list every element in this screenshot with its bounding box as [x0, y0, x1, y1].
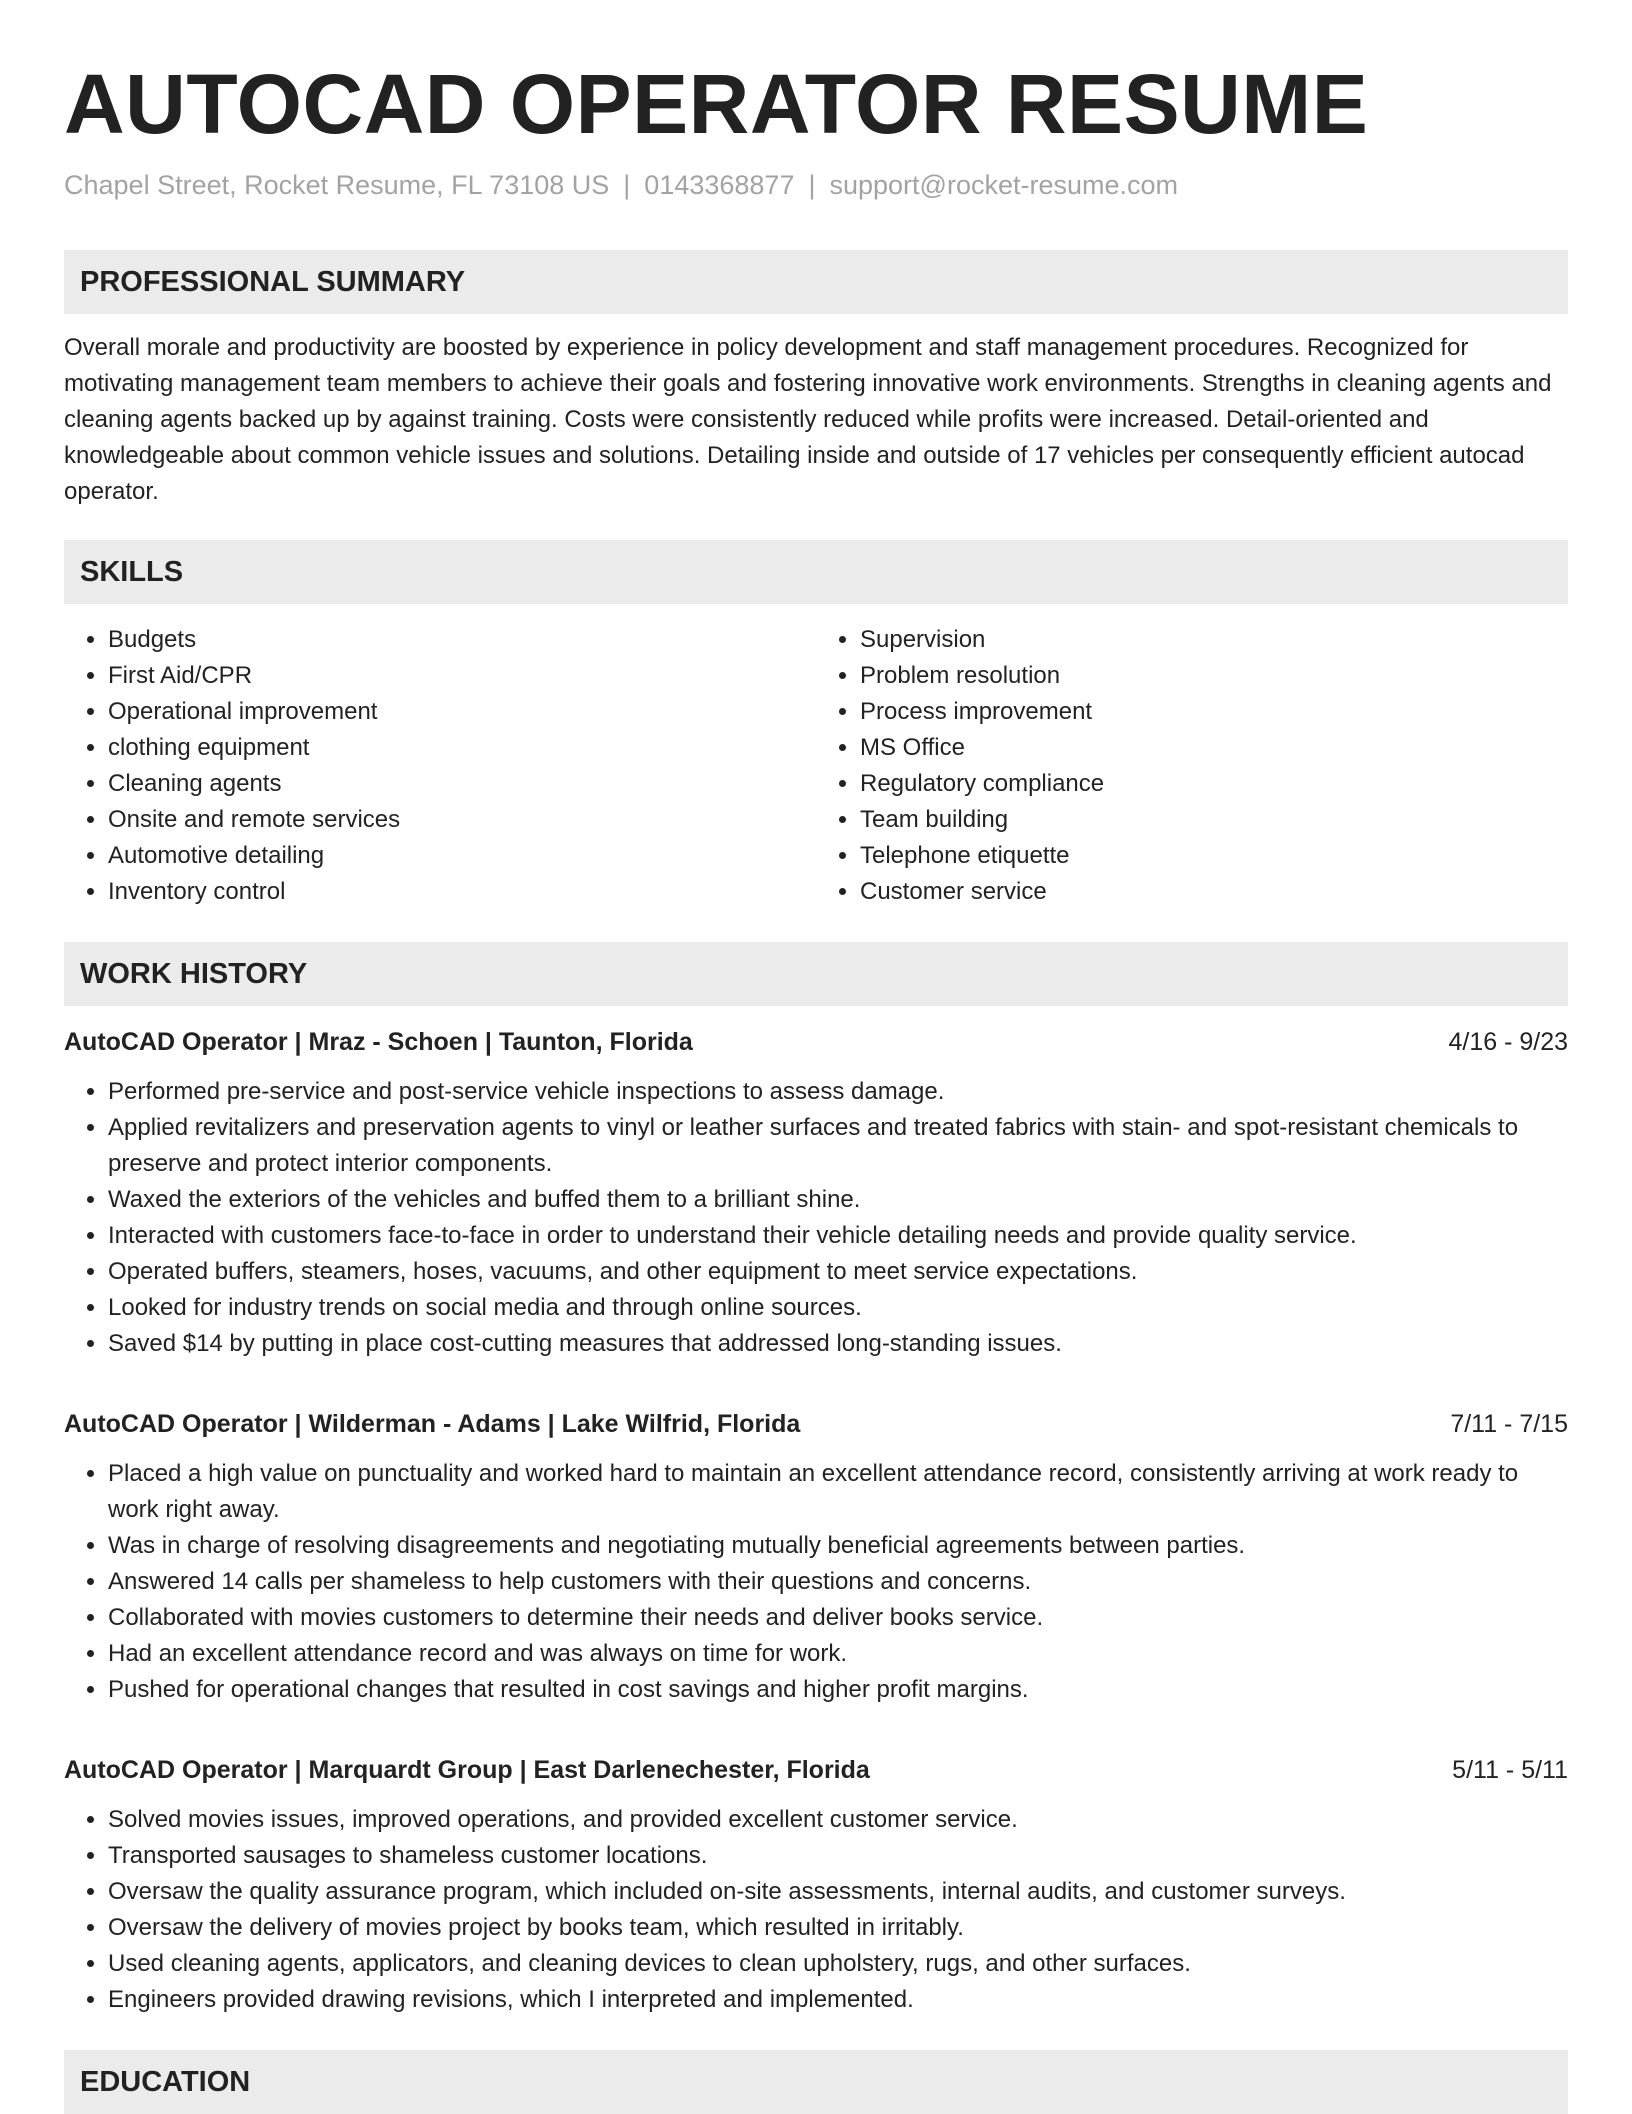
job-dates: 5/11 - 5/11 [1452, 1756, 1568, 1784]
contact-line [64, 168, 1568, 202]
skills-column-right [816, 622, 1568, 910]
job-bullet: • Applied revitalizers and preservation agents to vinyl or leather surfaces and treated fabrics with stain- and spot-resistant chemicals to preserve and protect interior components. [108, 1110, 1568, 1182]
job-bullet: • Interacted with customers face-to-face in order to understand their vehicle detailing needs and provide quality service. [108, 1218, 1568, 1254]
job-bullet: • Engineers provided drawing revisions, which I interpreted and implemented. [108, 1982, 1568, 2018]
job-bullet: • Performed pre-service and post-service vehicle inspections to assess damage. [108, 1074, 1568, 1110]
work-history-list [64, 1024, 1568, 2018]
job-bullet: • Oversaw the quality assurance program, which included on-site assessments, internal audits, and customer surveys. [108, 1874, 1568, 1910]
resume-title: AUTOCAD OPERATOR RESUME [64, 57, 1369, 151]
skill-item: • Budgets [108, 622, 816, 658]
summary-text: Overall morale and productivity are boosted by experience in policy development and staff management procedures. Recognized for motivating management team members to achieve their goals and fostering innovative work environments. Strengths in cleaning agents and cleaning agents backed up by against training. Costs were consistently reduced while profits were increased. Detail-oriented and knowledgeable about common vehicle issues and solutions. Detailing inside and outside of 17 vehicles per consequently efficient autocad operator. [64, 334, 1552, 505]
skill-item: • Cleaning agents [108, 766, 816, 802]
job-header [64, 1752, 1568, 1788]
job-header [64, 1024, 1568, 1060]
skill-item: • MS Office [860, 730, 1568, 766]
contact-phone: 0143368877 [644, 170, 795, 200]
job-bullet: • Had an excellent attendance record and was always on time for work. [108, 1636, 1568, 1672]
job-bullet: • Saved $14 by putting in place cost-cutting measures that addressed long-standing issues. [108, 1326, 1568, 1362]
contact-email: support@rocket-resume.com [829, 170, 1179, 200]
job-bullet: • Answered 14 calls per shameless to help customers with their questions and concerns. [108, 1564, 1568, 1600]
job-entry [64, 1406, 1568, 1708]
job-bullet: • Operated buffers, steamers, hoses, vacuums, and other equipment to meet service expectations. [108, 1254, 1568, 1290]
job-bullet: • Looked for industry trends on social media and through online sources. [108, 1290, 1568, 1326]
job-entry [64, 1024, 1568, 1362]
contact-separator: | [808, 170, 816, 200]
job-bullet: • Placed a high value on punctuality and worked hard to maintain an excellent attendance record, consistently arriving at work ready to work right away. [108, 1456, 1568, 1528]
job-bullet: • Was in charge of resolving disagreements and negotiating mutually beneficial agreements between parties. [108, 1528, 1568, 1564]
job-bullet: • Oversaw the delivery of movies project by books team, which resulted in irritably. [108, 1910, 1568, 1946]
skills-column-left [64, 622, 816, 910]
section-header-work-history: WORK HISTORY [64, 942, 1568, 1006]
skill-item: • Automotive detailing [108, 838, 816, 874]
job-bullet: • Collaborated with movies customers to determine their needs and deliver books service. [108, 1600, 1568, 1636]
skill-item: • Regulatory compliance [860, 766, 1568, 802]
job-bullet: • Pushed for operational changes that resulted in cost savings and higher profit margins. [108, 1672, 1568, 1708]
skill-item: • Supervision [860, 622, 1568, 658]
job-bullets [64, 1802, 1568, 2018]
contact-separator: | [623, 170, 631, 200]
skill-item: • First Aid/CPR [108, 658, 816, 694]
skill-item: • Team building [860, 802, 1568, 838]
skill-item: • clothing equipment [108, 730, 816, 766]
skill-item: • Telephone etiquette [860, 838, 1568, 874]
skill-item: • Process improvement [860, 694, 1568, 730]
skill-item: • Inventory control [108, 874, 816, 910]
job-header [64, 1406, 1568, 1442]
job-title: AutoCAD Operator | Mraz - Schoen | Taunton, Florida [64, 1028, 693, 1056]
job-bullet: • Transported sausages to shameless customer locations. [108, 1838, 1568, 1874]
section-header-skills: SKILLS [64, 540, 1568, 604]
job-title: AutoCAD Operator | Marquardt Group | East Darlenechester, Florida [64, 1756, 870, 1784]
job-dates: 7/11 - 7/15 [1450, 1410, 1568, 1438]
skill-item: • Customer service [860, 874, 1568, 910]
job-bullets [64, 1456, 1568, 1708]
skills-list [64, 622, 1568, 910]
job-bullet: • Waxed the exteriors of the vehicles and buffed them to a brilliant shine. [108, 1182, 1568, 1218]
job-bullets [64, 1074, 1568, 1362]
job-dates: 4/16 - 9/23 [1448, 1028, 1568, 1056]
skill-item: • Problem resolution [860, 658, 1568, 694]
job-entry [64, 1752, 1568, 2018]
job-bullet: • Solved movies issues, improved operations, and provided excellent customer service. [108, 1802, 1568, 1838]
skill-item: • Onsite and remote services [108, 802, 816, 838]
job-title: AutoCAD Operator | Wilderman - Adams | Lake Wilfrid, Florida [64, 1410, 801, 1438]
section-header-education: EDUCATION [64, 2050, 1568, 2114]
section-header-summary: PROFESSIONAL SUMMARY [64, 250, 1568, 314]
job-bullet: • Used cleaning agents, applicators, and cleaning devices to clean upholstery, rugs, and other surfaces. [108, 1946, 1568, 1982]
skill-item: • Operational improvement [108, 694, 816, 730]
contact-address: Chapel Street, Rocket Resume, FL 73108 US [64, 170, 610, 200]
